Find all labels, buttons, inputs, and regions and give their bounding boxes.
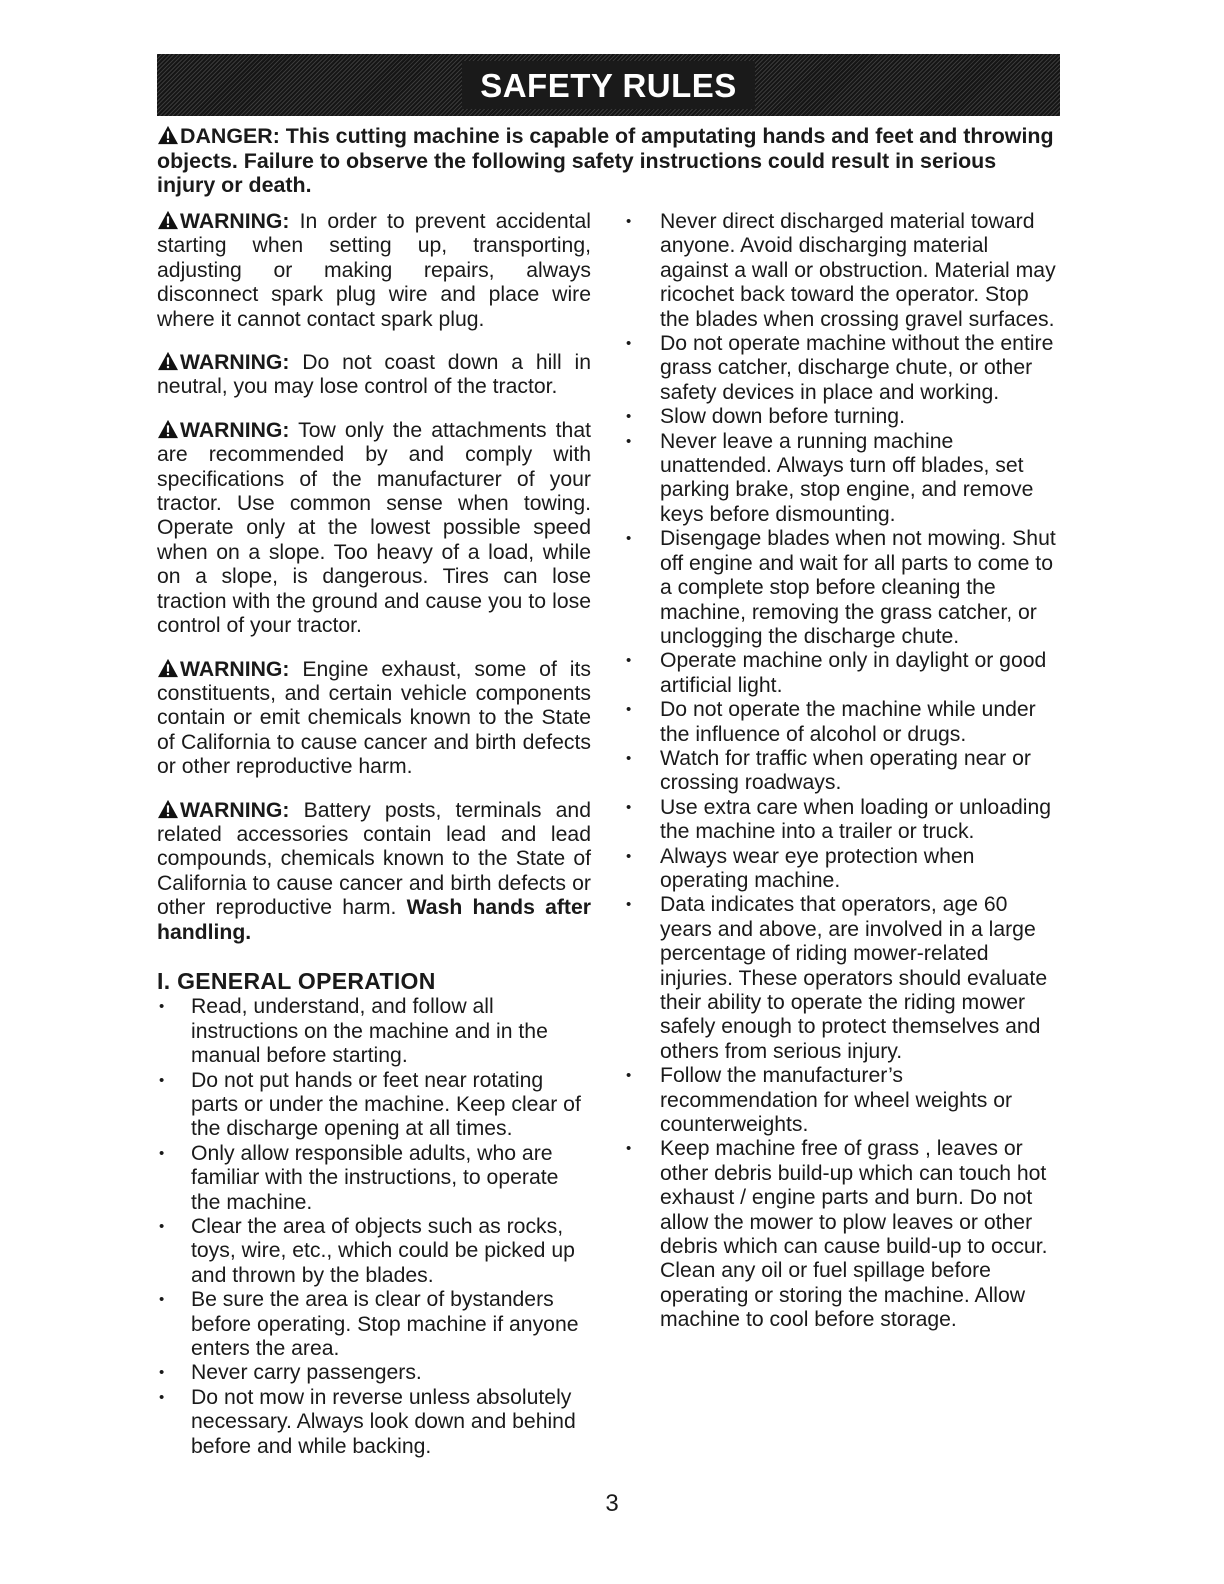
- list-item: • Disengage blades when not mowing. Shut off engine and wait for all parts to come to a complete stop before cleaning the machine, removing the grass catcher, or unclogging the discharge chute.: [626, 527, 1060, 649]
- page-title: SAFETY RULES: [462, 61, 755, 109]
- list-item: • Never direct discharged material toward anyone. Avoid discharging material against a wall or obstruction. Material may ricochet back toward the operator. Stop the blades when crossing gravel surfaces.: [626, 210, 1060, 332]
- list-item: • Do not operate machine without the entire grass catcher, discharge chute, or other safety devices in place and working.: [626, 332, 1060, 405]
- list-item: • Watch for traffic when operating near or crossing roadways.: [626, 747, 1060, 796]
- list-item: • Clear the area of objects such as rocks, toys, wire, etc., which could be picked up and thrown by the blades.: [157, 1215, 591, 1288]
- warning-paragraph: [157, 658, 591, 780]
- general-operation-list-right: [626, 210, 1060, 1333]
- warning-triangle-icon: [157, 351, 179, 371]
- list-item: • Keep machine free of grass , leaves or other debris build-up which can touch hot exhaust / engine parts and burn. Do not allow the mower to plow leaves or other debris which can cause build-up to occur. Clean any oil or fuel spillage before operating or storing the machine. Allow machine to cool before storage.: [626, 1137, 1060, 1332]
- warning-triangle-icon: [157, 658, 179, 678]
- warning-bold-tail: Wash hands after handling.: [157, 896, 591, 944]
- list-item: • Always wear eye protection when operating machine.: [626, 845, 1060, 894]
- warning-label: WARNING:: [180, 418, 290, 442]
- warning-text: Battery posts, terminals and related accessories contain lead and lead compounds, chemicals known to the State of California to cause cancer and birth defects or other reproductive harm.: [157, 798, 591, 920]
- list-item: • Do not put hands or feet near rotating parts or under the machine. Keep clear of the discharge opening at all times.: [157, 1069, 591, 1142]
- danger-statement: [157, 124, 1060, 198]
- warning-text: Tow only the attachments that are recommended by and comply with specifications of the manufacturer of your tractor. Use common sense when towing. Operate only at the lowest possible speed when on a slope. Too heavy of a load, while on a slope, is dangerous. Tires can lose traction with the ground and cause you to lose control of your tractor.: [157, 418, 591, 638]
- list-item: • Do not mow in reverse unless absolutely necessary. Always look down and behind before and while backing.: [157, 1386, 591, 1459]
- left-column: [157, 210, 591, 1459]
- warning-label: WARNING:: [180, 351, 290, 375]
- section-heading: I. GENERAL OPERATION: [157, 967, 436, 994]
- warning-paragraph: [157, 799, 591, 945]
- page-number: 3: [605, 1490, 619, 1517]
- list-item: • Follow the manufacturer’s recommendation for wheel weights or counterweights.: [626, 1064, 1060, 1137]
- list-item: • Operate machine only in daylight or good artificial light.: [626, 649, 1060, 698]
- warning-label: WARNING:: [180, 798, 290, 822]
- list-item: • Data indicates that operators, age 60 years and above, are involved in a large percentage of riding mower-related injuries. These operators should evaluate their ability to operate the riding mower safely enough to protect themselves and others from serious injury.: [626, 893, 1060, 1064]
- warning-text: Engine exhaust, some of its constituents, and certain vehicle components contain or emit chemicals known to the State of California to cause cancer and birth defects or other reproductive harm.: [157, 657, 591, 779]
- warning-paragraph: [157, 210, 591, 332]
- list-item: • Never leave a running machine unattended. Always turn off blades, set parking brake, stop engine, and remove keys before dismounting.: [626, 430, 1060, 528]
- list-item: • Only allow responsible adults, who are familiar with the instructions, to operate the machine.: [157, 1142, 591, 1215]
- warning-label: WARNING:: [180, 657, 290, 681]
- danger-label: DANGER:: [180, 124, 280, 148]
- general-operation-list-left: [157, 995, 591, 1459]
- danger-text: This cutting machine is capable of amputating hands and feet and throwing objects. Failure to observe the following safety instructions could result in serious injury or death.: [157, 124, 1054, 197]
- warning-triangle-icon: [157, 210, 179, 230]
- warning-triangle-icon: [157, 419, 179, 439]
- safety-rules-banner: [157, 54, 1060, 116]
- list-item: • Slow down before turning.: [626, 405, 1060, 429]
- warning-text: Do not coast down a hill in neutral, you may lose control of the tractor.: [157, 351, 591, 399]
- warning-triangle-icon: [157, 125, 179, 145]
- list-item: • Read, understand, and follow all instructions on the machine and in the manual before starting.: [157, 995, 591, 1068]
- list-item: • Be sure the area is clear of bystanders before operating. Stop machine if anyone enters the area.: [157, 1288, 591, 1361]
- warning-paragraph: [157, 351, 591, 400]
- list-item: • Do not operate the machine while under the influence of alcohol or drugs.: [626, 698, 1060, 747]
- list-item: • Use extra care when loading or unloading the machine into a trailer or truck.: [626, 796, 1060, 845]
- warning-triangle-icon: [157, 799, 179, 819]
- warning-text: In order to prevent accidental starting when setting up, transporting, adjusting or making repairs, always disconnect spark plug wire and place wire where it cannot contact spark plug.: [157, 210, 591, 331]
- warning-label: WARNING:: [180, 210, 290, 233]
- right-column: [626, 210, 1060, 1333]
- list-item: • Never carry passengers.: [157, 1361, 591, 1385]
- warning-paragraph: [157, 419, 591, 639]
